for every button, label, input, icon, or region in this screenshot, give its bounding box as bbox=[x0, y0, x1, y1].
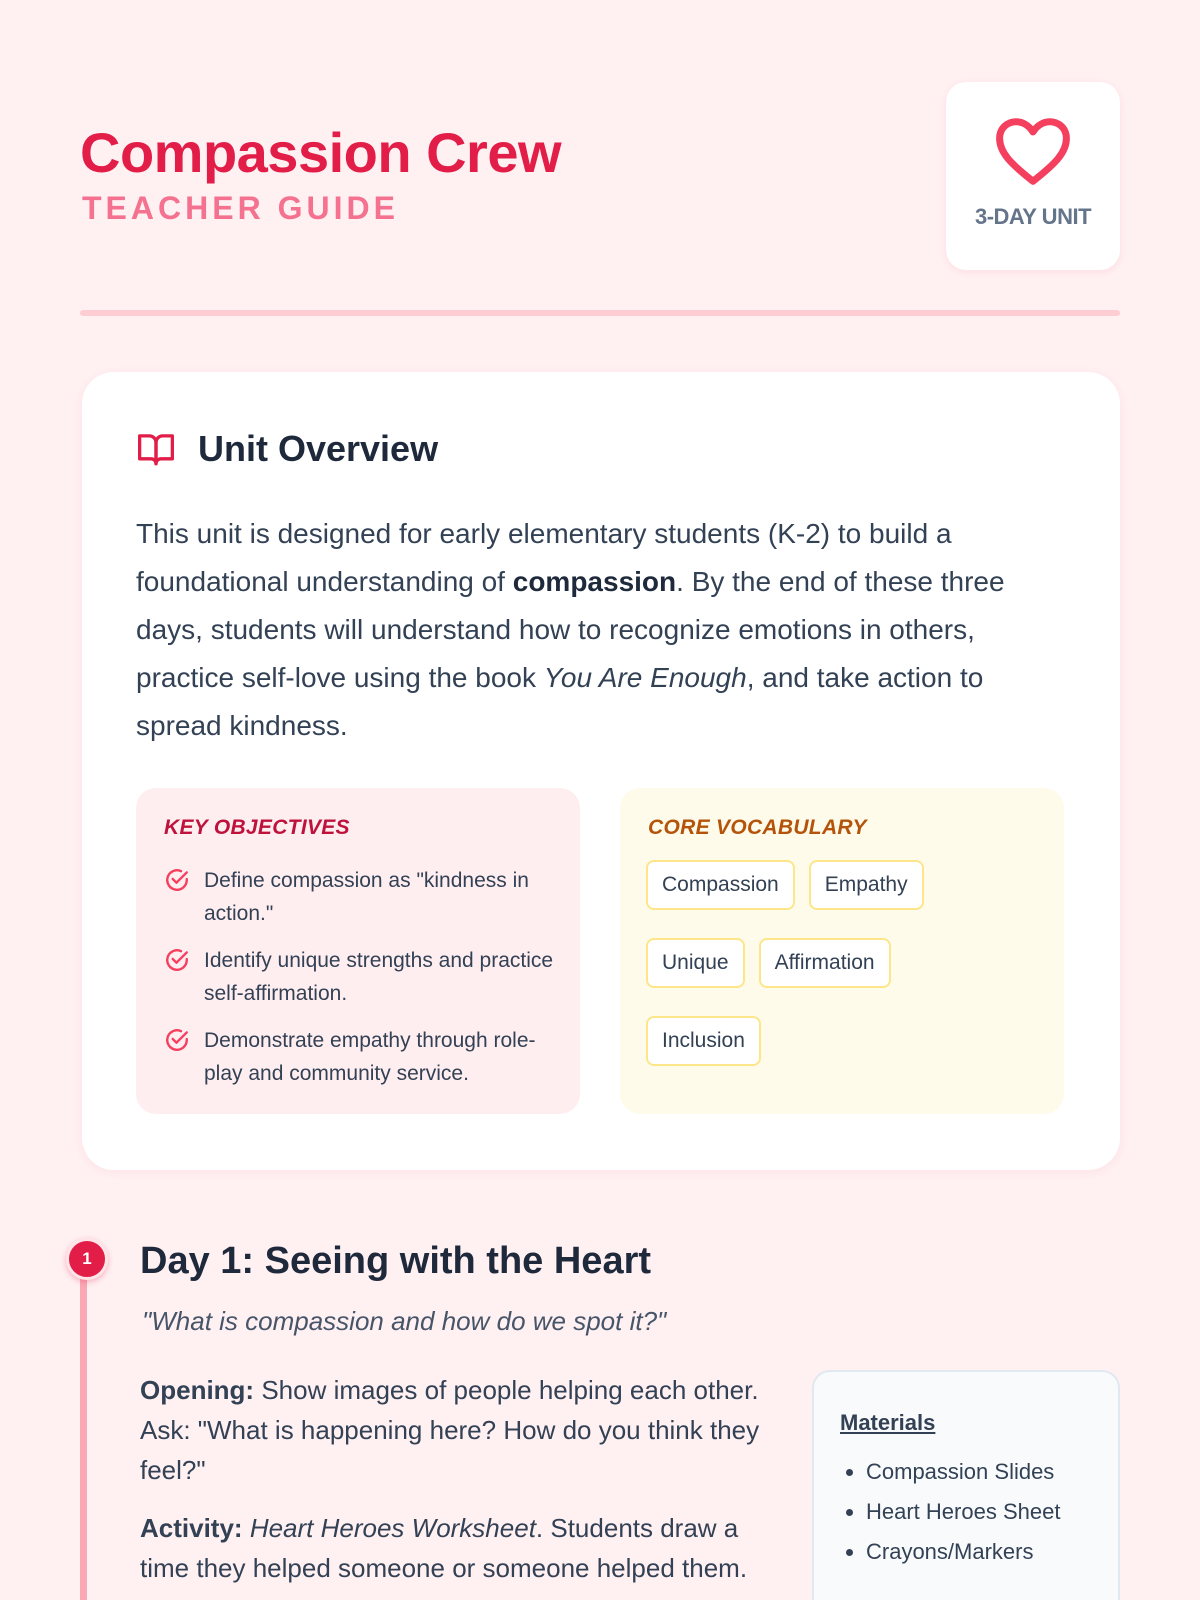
day-guiding-question: "What is compassion and how do we spot it?" bbox=[142, 1306, 667, 1336]
materials-list bbox=[866, 1452, 1060, 1572]
objectives-list bbox=[164, 864, 560, 1104]
day-lesson-body bbox=[140, 1370, 780, 1600]
badge-label: 3-DAY UNIT bbox=[974, 204, 1092, 229]
page-subtitle: TEACHER GUIDE bbox=[82, 190, 399, 226]
day-number-marker: 1 bbox=[66, 1238, 108, 1280]
materials-box bbox=[812, 1370, 1120, 1600]
objective-text: Define compassion as "kindness in action." bbox=[204, 869, 529, 925]
objective-text: Identify unique strengths and practice self-affirmation. bbox=[204, 949, 554, 1005]
check-circle-icon bbox=[164, 1027, 190, 1053]
overview-text: , and take action to spread kindness. bbox=[136, 662, 984, 741]
activity-title: Heart Heroes Worksheet bbox=[249, 1513, 536, 1543]
vocab-chip-compassion: Compassion bbox=[646, 860, 795, 910]
opening-text: Show images of people helping each other. Ask: "What is happening here? How do you think they feel?" bbox=[140, 1375, 760, 1485]
activity-paragraph bbox=[140, 1508, 780, 1588]
vocab-chip-inclusion: Inclusion bbox=[646, 1016, 761, 1066]
book-title: You Are Enough bbox=[543, 662, 747, 693]
core-vocabulary-box bbox=[620, 788, 1064, 1114]
vocabulary-chips bbox=[646, 860, 1046, 1066]
objective-item bbox=[164, 944, 560, 1010]
day-title: Day 1: Seeing with the Heart bbox=[140, 1240, 652, 1282]
overview-bold-term: compassion bbox=[512, 566, 677, 597]
heart-icon bbox=[994, 116, 1072, 186]
unit-badge bbox=[946, 82, 1120, 270]
opening-paragraph bbox=[140, 1370, 780, 1490]
activity-text: . Students draw a time they helped someone or someone helped them. bbox=[140, 1513, 748, 1583]
vocab-chip-unique: Unique bbox=[646, 938, 745, 988]
materials-heading: Materials bbox=[840, 1410, 936, 1435]
vocabulary-heading: CORE VOCABULARY bbox=[648, 816, 867, 839]
material-item: • Compassion Slides bbox=[866, 1452, 1060, 1492]
opening-label: Opening: bbox=[140, 1375, 255, 1405]
material-item: • Heart Heroes Sheet bbox=[866, 1492, 1060, 1532]
vocab-chip-empathy: Empathy bbox=[809, 860, 924, 910]
overview-title-row bbox=[136, 428, 438, 470]
overview-paragraph bbox=[136, 510, 1066, 750]
header-divider bbox=[80, 310, 1120, 316]
objectives-heading: KEY OBJECTIVES bbox=[164, 816, 350, 839]
objective-item bbox=[164, 1024, 560, 1090]
objective-item bbox=[164, 864, 560, 930]
overview-heading: Unit Overview bbox=[198, 428, 439, 469]
page-title: Compassion Crew bbox=[80, 121, 562, 184]
book-open-icon bbox=[136, 431, 176, 467]
vocab-chip-affirmation: Affirmation bbox=[759, 938, 891, 988]
overview-text: This unit is designed for early elementary students (K-2) to build a foundational understanding of bbox=[136, 518, 952, 597]
check-circle-icon bbox=[164, 947, 190, 973]
page-header bbox=[80, 80, 1120, 270]
material-item: • Crayons/Markers bbox=[866, 1532, 1060, 1572]
objective-text: Demonstrate empathy through role-play and community service. bbox=[204, 1029, 536, 1085]
check-circle-icon bbox=[164, 867, 190, 893]
activity-label: Activity: bbox=[140, 1513, 243, 1543]
overview-text: . By the end of these three days, students will understand how to recognize emotions in others, practice self-love using the book bbox=[136, 566, 1005, 693]
key-objectives-box bbox=[136, 788, 580, 1114]
timeline-line bbox=[80, 1256, 87, 1600]
unit-overview-card bbox=[82, 372, 1120, 1170]
